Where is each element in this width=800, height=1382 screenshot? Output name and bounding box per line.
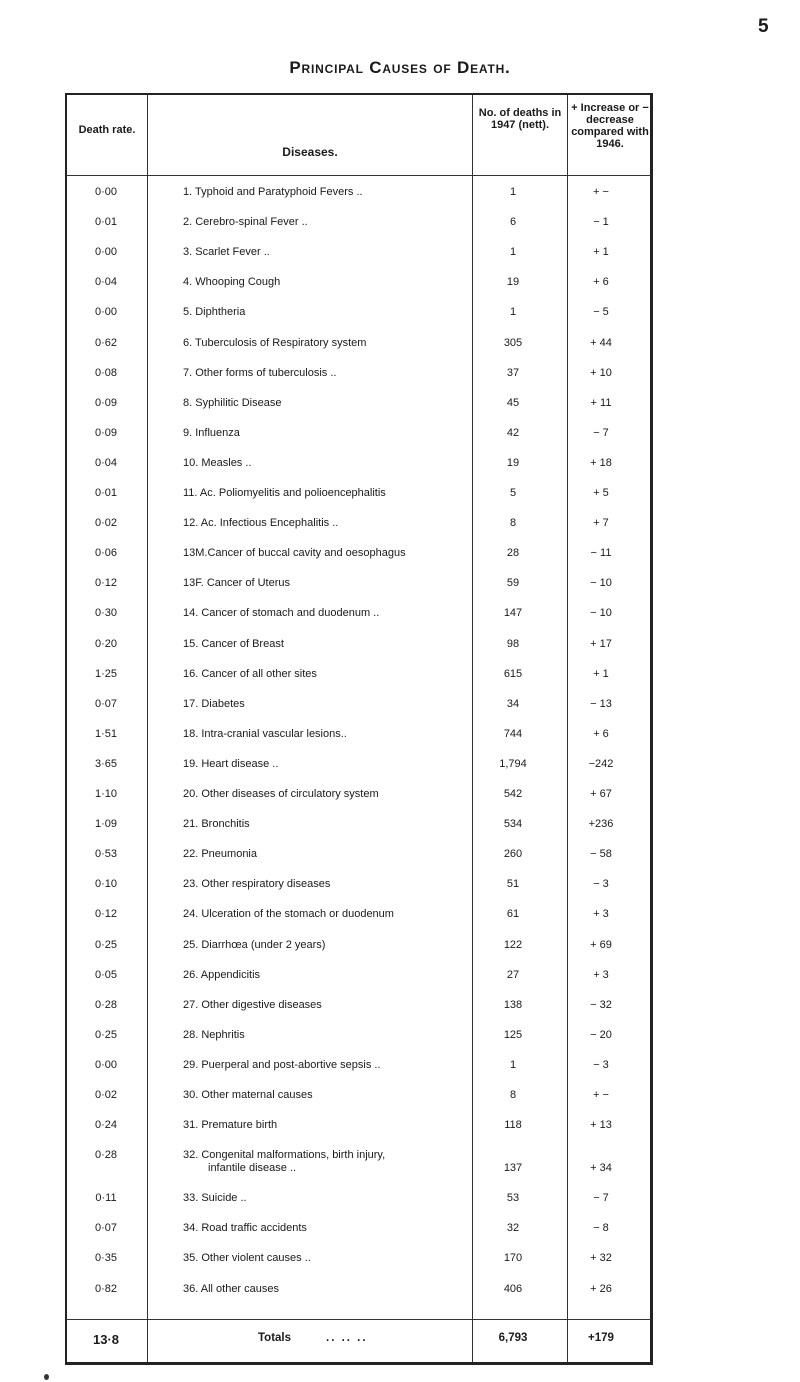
disease-cell: 36. All other causes bbox=[183, 1282, 280, 1295]
death-rate-cell: 0·82 bbox=[94, 1282, 118, 1295]
deaths-cell: 6 bbox=[509, 216, 517, 229]
disease-cell: 19. Heart disease .. bbox=[183, 757, 279, 770]
change-cell: + 10 bbox=[590, 366, 612, 379]
change-cell: + − bbox=[593, 186, 609, 198]
disease-cell: 13F. Cancer of Uterus bbox=[183, 577, 290, 590]
table-row bbox=[66, 337, 651, 361]
totals-dots: .. .. .. bbox=[326, 1332, 368, 1344]
change-cell: + 5 bbox=[593, 487, 609, 499]
table-row bbox=[66, 728, 651, 752]
death-rate-cell: 0·28 bbox=[94, 998, 118, 1011]
deaths-cell: 42 bbox=[506, 426, 520, 439]
disease-cell: 11. Ac. Poliomyelitis and polioencephalitis bbox=[183, 487, 386, 499]
deaths-cell: 19 bbox=[506, 276, 520, 289]
deaths-cell: 406 bbox=[503, 1282, 523, 1295]
table-row bbox=[66, 246, 651, 270]
change-cell: + 3 bbox=[593, 908, 609, 921]
disease-cell: 4. Whooping Cough bbox=[183, 276, 281, 289]
change-cell: − 8 bbox=[593, 1222, 609, 1235]
disease-cell: 10. Measles .. bbox=[183, 456, 252, 469]
table-row bbox=[66, 969, 651, 993]
death-rate-cell: 0·01 bbox=[94, 487, 118, 499]
death-rate-cell: 0·02 bbox=[94, 1089, 118, 1101]
death-rate-cell: 0·07 bbox=[94, 697, 118, 710]
disease-cell: 8. Syphilitic Disease bbox=[183, 396, 282, 409]
deaths-cell: 1 bbox=[509, 186, 517, 198]
deaths-cell: 122 bbox=[503, 938, 523, 951]
table-row bbox=[66, 607, 651, 631]
change-cell: −242 bbox=[588, 757, 614, 770]
disease-cell: 14. Cancer of stomach and duodenum .. bbox=[183, 607, 380, 620]
death-rate-cell: 0·00 bbox=[94, 1058, 118, 1071]
death-rate-cell: 0·04 bbox=[94, 276, 118, 289]
disease-cell: 3. Scarlet Fever .. bbox=[183, 246, 270, 259]
table-row bbox=[66, 1029, 651, 1053]
death-rate-cell: 0·62 bbox=[94, 336, 118, 349]
death-rate-cell: 0·02 bbox=[94, 517, 118, 530]
table-row bbox=[66, 1252, 651, 1276]
deaths-cell: 45 bbox=[506, 396, 520, 409]
totals-divider bbox=[66, 1319, 651, 1320]
deaths-cell: 1 bbox=[509, 246, 517, 259]
change-cell: + 1 bbox=[593, 667, 609, 680]
table-row bbox=[66, 848, 651, 872]
table-row bbox=[66, 939, 651, 963]
header-divider bbox=[66, 175, 651, 176]
change-cell: + − bbox=[593, 1089, 609, 1101]
change-cell: − 10 bbox=[590, 607, 612, 620]
table-row bbox=[66, 276, 651, 300]
deaths-cell: 170 bbox=[503, 1252, 523, 1265]
change-cell: − 3 bbox=[593, 1058, 609, 1071]
disease-cell: 6. Tuberculosis of Respiratory system bbox=[183, 336, 367, 349]
table-row bbox=[66, 1089, 651, 1113]
death-rate-cell: 0·00 bbox=[94, 186, 118, 198]
deaths-cell: 51 bbox=[506, 878, 520, 891]
table-row bbox=[66, 1059, 651, 1083]
deaths-cell: 118 bbox=[504, 1119, 522, 1132]
page-number: 5 bbox=[758, 16, 769, 37]
change-cell: + 34 bbox=[590, 1162, 612, 1175]
change-cell: +236 bbox=[588, 818, 614, 831]
change-cell: + 1 bbox=[593, 246, 609, 259]
change-cell: + 44 bbox=[590, 336, 612, 349]
table-row bbox=[66, 216, 651, 240]
death-rate-cell: 0·10 bbox=[94, 878, 118, 891]
header-deaths: No. of deaths in 1947 (nett). bbox=[478, 107, 562, 131]
table-row bbox=[66, 818, 651, 842]
deaths-cell: 137 bbox=[503, 1162, 523, 1175]
table-row bbox=[66, 788, 651, 812]
table-row bbox=[66, 878, 651, 902]
table-row bbox=[66, 1149, 651, 1173]
death-rate-cell: 0·25 bbox=[94, 1028, 118, 1041]
death-rate-cell: 0·12 bbox=[94, 577, 118, 590]
deaths-cell: 305 bbox=[503, 336, 523, 349]
change-cell: + 6 bbox=[593, 727, 609, 740]
disease-cell: 34. Road traffic accidents bbox=[183, 1222, 307, 1235]
deaths-cell: 37 bbox=[506, 366, 520, 379]
totals-label: Totals bbox=[258, 1332, 292, 1344]
disease-cell: 24. Ulceration of the stomach or duodenum bbox=[183, 908, 394, 921]
deaths-cell: 98 bbox=[506, 637, 520, 650]
table-row bbox=[66, 457, 651, 481]
death-rate-cell: 0·28 bbox=[94, 1149, 118, 1162]
table-row bbox=[66, 638, 651, 662]
table-row bbox=[66, 999, 651, 1023]
deaths-cell: 744 bbox=[503, 727, 523, 740]
table-row bbox=[66, 367, 651, 391]
death-rate-cell: 1·25 bbox=[94, 667, 118, 680]
disease-cell: 9. Influenza bbox=[183, 426, 240, 439]
disease-cell: 5. Diphtheria bbox=[183, 306, 246, 319]
disease-cell: 35. Other violent causes .. bbox=[183, 1252, 311, 1265]
change-cell: + 7 bbox=[593, 517, 609, 530]
death-rate-cell: 0·24 bbox=[94, 1119, 118, 1132]
deaths-cell: 8 bbox=[509, 1089, 517, 1101]
deaths-cell: 534 bbox=[503, 818, 523, 831]
disease-cell: 30. Other maternal causes bbox=[183, 1089, 313, 1101]
deaths-cell: 1,794 bbox=[499, 757, 527, 770]
table-row bbox=[66, 577, 651, 601]
table-row bbox=[66, 758, 651, 782]
deaths-cell: 32 bbox=[506, 1222, 520, 1235]
total-change: +179 bbox=[588, 1332, 614, 1344]
deaths-cell: 27 bbox=[506, 968, 520, 981]
deaths-cell: 1 bbox=[509, 306, 517, 319]
table-row bbox=[66, 547, 651, 571]
table-row bbox=[66, 908, 651, 932]
disease-cell: 23. Other respiratory diseases bbox=[183, 878, 331, 891]
deaths-cell: 34 bbox=[506, 697, 520, 710]
death-rate-cell: 0·05 bbox=[94, 968, 118, 981]
disease-cell-continued: infantile disease .. bbox=[208, 1162, 297, 1175]
death-rate-cell: 0·30 bbox=[94, 607, 118, 620]
table-row bbox=[66, 517, 651, 541]
change-cell: + 13 bbox=[590, 1119, 612, 1132]
change-cell: + 67 bbox=[590, 788, 612, 800]
disease-cell: 26. Appendicitis bbox=[183, 968, 261, 981]
disease-cell: 20. Other diseases of circulatory system bbox=[183, 788, 379, 800]
change-cell: − 3 bbox=[593, 878, 609, 891]
death-rate-cell: 1·10 bbox=[94, 788, 118, 800]
table-row bbox=[66, 1192, 651, 1216]
disease-cell: 16. Cancer of all other sites bbox=[183, 667, 317, 680]
table-row bbox=[66, 668, 651, 692]
death-rate-cell: 0·25 bbox=[94, 938, 118, 951]
header-diseases: Diseases. bbox=[282, 145, 338, 159]
change-cell: + 26 bbox=[590, 1282, 612, 1295]
change-cell: + 11 bbox=[590, 396, 612, 409]
death-rate-cell: 3·65 bbox=[94, 757, 118, 770]
death-rate-cell: 0·06 bbox=[94, 547, 118, 560]
table-row bbox=[66, 487, 651, 511]
deaths-cell: 615 bbox=[503, 667, 523, 680]
change-cell: − 10 bbox=[590, 577, 612, 590]
death-rate-cell: 0·11 bbox=[95, 1192, 117, 1205]
table-row bbox=[66, 186, 651, 210]
disease-cell: 32. Congenital malformations, birth injury, bbox=[183, 1149, 386, 1162]
death-rate-cell: 0·04 bbox=[94, 456, 118, 469]
disease-cell: 15. Cancer of Breast bbox=[183, 637, 284, 650]
change-cell: − 11 bbox=[590, 547, 612, 560]
disease-cell: 33. Suicide .. bbox=[183, 1192, 247, 1205]
deaths-cell: 53 bbox=[506, 1192, 520, 1205]
deaths-cell: 1 bbox=[509, 1058, 517, 1071]
change-cell: + 17 bbox=[590, 637, 612, 650]
death-rate-cell: 0·00 bbox=[94, 246, 118, 259]
deaths-cell: 138 bbox=[503, 998, 523, 1011]
deaths-cell: 542 bbox=[503, 788, 523, 800]
change-cell: − 7 bbox=[593, 426, 609, 439]
table-border-bottom bbox=[65, 1362, 653, 1365]
death-rate-cell: 0·01 bbox=[94, 216, 118, 229]
disease-cell: 1. Typhoid and Paratyphoid Fevers .. bbox=[183, 186, 363, 198]
change-cell: + 69 bbox=[590, 938, 612, 951]
death-rate-cell: 0·08 bbox=[94, 366, 118, 379]
disease-cell: 21. Bronchitis bbox=[183, 818, 250, 831]
change-cell: + 18 bbox=[590, 456, 612, 469]
disease-cell: 31. Premature birth bbox=[183, 1119, 278, 1132]
change-cell: − 20 bbox=[590, 1028, 612, 1041]
table-row bbox=[66, 397, 651, 421]
deaths-cell: 260 bbox=[503, 848, 523, 861]
disease-cell: 2. Cerebro-spinal Fever .. bbox=[183, 216, 308, 229]
change-cell: − 5 bbox=[593, 306, 609, 319]
change-cell: − 13 bbox=[590, 697, 612, 710]
change-cell: − 7 bbox=[593, 1192, 609, 1205]
stray-ink-dot bbox=[44, 1374, 49, 1380]
change-cell: − 58 bbox=[590, 848, 612, 861]
death-rate-cell: 0·07 bbox=[94, 1222, 118, 1235]
table-row bbox=[66, 1119, 651, 1143]
total-death-rate: 13·8 bbox=[92, 1332, 120, 1347]
table-border-top bbox=[65, 93, 652, 95]
change-cell: − 32 bbox=[590, 998, 612, 1011]
table-row bbox=[66, 306, 651, 330]
disease-cell: 12. Ac. Infectious Encephalitis .. bbox=[183, 517, 339, 530]
deaths-cell: 28 bbox=[506, 547, 520, 560]
death-rate-cell: 0·12 bbox=[94, 908, 118, 921]
change-cell: − 1 bbox=[593, 216, 609, 229]
disease-cell: 29. Puerperal and post-abortive sepsis .. bbox=[183, 1058, 381, 1071]
disease-cell: 27. Other digestive diseases bbox=[183, 998, 322, 1011]
disease-cell: 7. Other forms of tuberculosis .. bbox=[183, 366, 337, 379]
page-title: Principal Causes of Death. bbox=[289, 58, 511, 77]
deaths-cell: 59 bbox=[506, 577, 520, 590]
disease-cell: 18. Intra-cranial vascular lesions.. bbox=[183, 727, 347, 740]
death-rate-cell: 0·09 bbox=[94, 426, 118, 439]
table-row bbox=[66, 1222, 651, 1246]
death-rate-cell: 0·35 bbox=[94, 1252, 118, 1265]
table-row bbox=[66, 427, 651, 451]
table-row bbox=[66, 698, 651, 722]
table-row bbox=[66, 1283, 651, 1307]
deaths-cell: 61 bbox=[506, 908, 520, 921]
death-rate-cell: 1·51 bbox=[94, 727, 118, 740]
change-cell: + 3 bbox=[593, 968, 609, 981]
death-rate-cell: 1·09 bbox=[94, 818, 118, 831]
disease-cell: 25. Diarrhœa (under 2 years) bbox=[183, 938, 326, 951]
deaths-cell: 19 bbox=[506, 456, 520, 469]
death-rate-cell: 0·20 bbox=[94, 637, 118, 650]
deaths-cell: 125 bbox=[503, 1028, 523, 1041]
disease-cell: 22. Pneumonia bbox=[183, 848, 257, 861]
deaths-cell: 147 bbox=[503, 607, 523, 620]
change-cell: + 32 bbox=[590, 1252, 612, 1265]
disease-cell: 17. Diabetes bbox=[183, 697, 245, 710]
change-cell: + 6 bbox=[593, 276, 609, 289]
header-death-rate: Death rate. bbox=[78, 124, 136, 136]
disease-cell: 28. Nephritis bbox=[183, 1028, 245, 1041]
death-rate-cell: 0·09 bbox=[94, 396, 118, 409]
header-change: + Increase or − decrease compared with 1946. bbox=[571, 102, 649, 150]
disease-cell: 13M.Cancer of buccal cavity and oesophagus bbox=[183, 547, 406, 560]
deaths-cell: 8 bbox=[509, 517, 517, 530]
death-rate-cell: 0·53 bbox=[94, 848, 118, 861]
death-rate-cell: 0·00 bbox=[94, 306, 118, 319]
total-deaths: 6,793 bbox=[498, 1332, 528, 1344]
deaths-cell: 5 bbox=[509, 487, 517, 499]
